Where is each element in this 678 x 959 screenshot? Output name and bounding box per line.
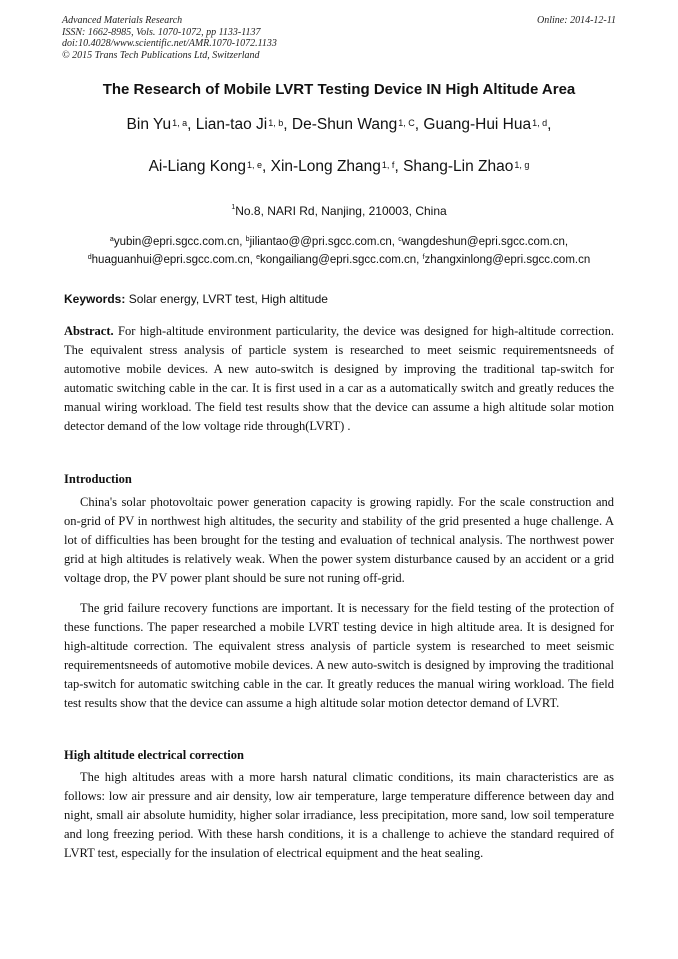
journal-name: Advanced Materials Research <box>62 15 183 26</box>
author: Ai-Liang Kong$^{1, e}$, <box>148 158 271 175</box>
high-altitude-paragraph-1: The high altitudes areas with a more harsh natural climatic conditions, its main characteristics are as follows: low air pressure and air density, low air temperature, large temperature difference between day and night, small air absolute humidity, higher solar irradiance, less precipitation, more sand, low soil temperature and long freezing period. With these harsh conditions, it is a challenge to achieve the standard required of LVRT test, especially for the insulation of electrical equipment and the heat sealing. <box>64 770 614 860</box>
email-address[interactable]: $^e$kongailiang@epri.sgcc.com.cn, <box>256 254 423 266</box>
keywords-text: Solar energy, LVRT test, High altitude <box>125 292 328 306</box>
doi-line: doi:10.4028/www.scientific.net/AMR.1070-1072.1133 <box>62 38 277 49</box>
online-date: Online: 2014-12-11 <box>537 15 616 26</box>
issn-line: ISSN: 1662-8985, Vols. 1070-1072, pp 1133-1137 <box>62 26 261 38</box>
section-heading-introduction: Introduction <box>64 472 132 486</box>
author: Guang-Hui Hua$^{1, d}$, <box>423 116 552 133</box>
email-address[interactable]: $^a$yubin@epri.sgcc.com.cn, <box>109 236 246 248</box>
author-line-1 <box>40 115 638 135</box>
running-header <box>62 15 616 61</box>
email-line-1 <box>40 235 638 250</box>
email-address[interactable]: $^b$jiliantao@@pri.sgcc.com.cn, <box>245 236 399 248</box>
intro-paragraph-1: China's solar photovoltaic power generation capacity is growing rapidly. For the scale construction and on-grid of PV in northwest high altitudes, the security and stability of the grid presented a huge challenge. A lot of difficulties has been brought for the testing and evaluation of technical analysis. The northwest power grid at high altitudes is relatively weak. When the power system disturbance caused by an accident or a grid voltage drop, the PV power plant should be sure not runing off-grid. <box>64 495 614 585</box>
author: Bin Yu$^{1, a}$, <box>126 116 196 133</box>
email-line-2 <box>40 253 638 268</box>
section-heading-high-altitude: High altitude electrical correction <box>64 748 244 762</box>
abstract-text: For high-altitude environment particularity, the device was designed for high-altitude correction. The equivalent stress analysis of particle system is researched to meet seismic requirementsneeds of automotive mobile devices. A new auto-switch is designed by improving the traditional tap-switch for automatic switching cable in the car. It is first used in a car as a automatically switch and greatly reduces the manual wiring workload. The field test results show that the device can assume a high altitude solar motion detector demand of the low voltage ride through(LVRT) . <box>64 324 614 433</box>
author: Xin-Long Zhang$^{1, f}$, <box>270 158 404 175</box>
abstract-label: Abstract. <box>64 324 114 338</box>
abstract <box>64 322 614 436</box>
email-address[interactable]: $^f$zhangxinlong@epri.sgcc.com.cn <box>422 254 591 266</box>
email-address[interactable]: $^c$wangdeshun@epri.sgcc.com.cn, <box>398 236 569 248</box>
intro-paragraph-2: The grid failure recovery functions are important. It is necessary for the field testing of the protection of these functions. The paper researched a mobile LVRT testing device in high altitude area. It is designed for high-altitude correction. The equivalent stress analysis of particle system is researched to meet seismic requirementsneeds of automotive mobile devices. A new auto-switch is designed by improving the traditional tap-switch for automatic switching cable in the car. It greatly reduces the manual wiring workload. The field test results show that the device can assume a high altitude solar motion detector demand of LVRT. <box>64 601 614 710</box>
author: Shang-Lin Zhao$^{1, g}$ <box>403 158 530 175</box>
paper-title: The Research of Mobile LVRT Testing Device IN High Altitude Area <box>102 81 576 98</box>
keywords-label: Keywords: <box>64 292 126 306</box>
author-line-2 <box>40 157 638 177</box>
author: Lian-tao Ji$^{1, b}$, <box>195 116 292 133</box>
email-address[interactable]: $^d$huaguanhui@epri.sgcc.com.cn, <box>87 254 257 266</box>
keywords <box>64 292 616 307</box>
affiliation: $^1$No.8, NARI Rd, Nanjing, 210003, China <box>231 204 447 218</box>
copyright-line: © 2015 Trans Tech Publications Ltd, Switzerland <box>62 49 260 61</box>
author: De-Shun Wang$^{1, C}$, <box>291 116 424 133</box>
